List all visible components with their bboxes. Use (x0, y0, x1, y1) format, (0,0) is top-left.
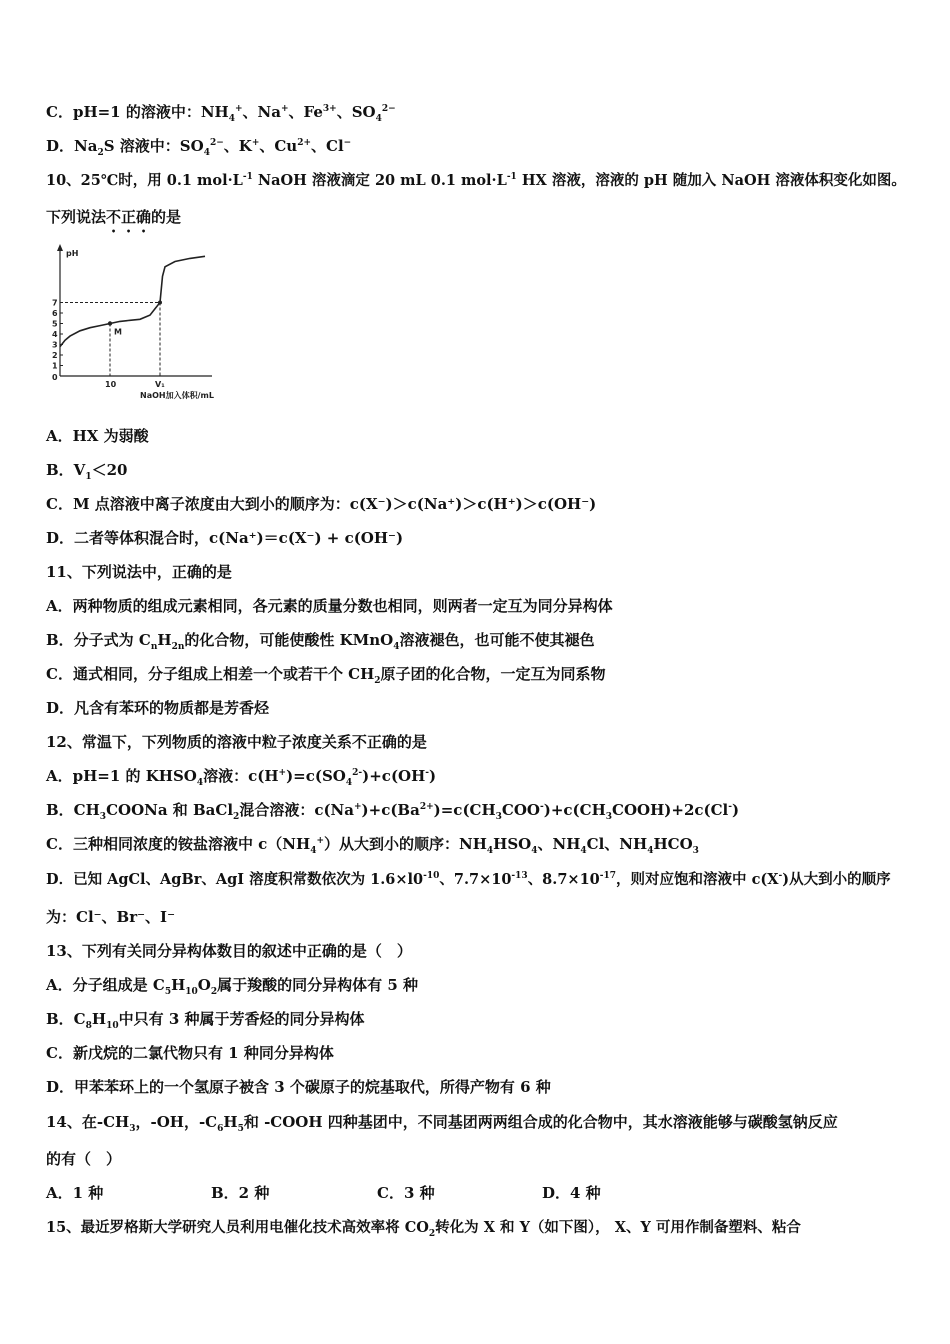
y-tick-label: 7 (52, 298, 58, 308)
q14-option-a: A．1 种 (46, 1184, 104, 1202)
q10-option-a: A．HX 为弱酸 (46, 427, 149, 445)
q12-option-d-line2: 为：Cl⁻、Br⁻、I⁻ (46, 908, 175, 926)
x-axis-label: NaOH加入体积/mL (140, 391, 214, 400)
q10-option-b: B．$V_1<20$ (46, 461, 128, 482)
q13-stem: 13、下列有关同分异构体数目的叙述中正确的是（ ） (46, 942, 412, 960)
q13-option-b: B．$C_8H_{10}$中只有 3 种属于芳香烃的同分异构体 (46, 1010, 365, 1031)
q13-option-c: C．新戊烷的二氯代物只有 1 种同分异构体 (46, 1044, 334, 1062)
q12-option-a: A．pH=1 的 $KHSO_4$溶液：$c(H^+)=c(SO_4^{2-})+c(OH^-)$ (46, 767, 437, 788)
q14-stem-line2: 的有（ ） (46, 1150, 122, 1168)
q10-stem: 10、25℃时，用 0.1 $mol\cdot L^{-1}$ NaOH 溶液滴定 20 mL 0.1 $mol\cdot L^{-1}$ HX 溶液，溶液的 pH 随加入 NaOH 溶液体积变化如图。 (46, 172, 906, 189)
x-tick-label: V₁ (155, 380, 165, 389)
y-tick-label: 5 (52, 319, 58, 329)
q11-option-c: C．通式相同，分子组成上相差一个或若干个 $CH_2$原子团的化合物，一定互为同系物 (46, 665, 606, 686)
point-m-label: M (114, 327, 122, 337)
q14-option-b: B．2 种 (211, 1184, 270, 1202)
q11-option-d: D．凡含有苯环的物质都是芳香烃 (46, 699, 270, 717)
q11-stem: 11、下列说法中，正确的是 (46, 563, 232, 581)
q10-option-d: D．二者等体积混合时，c(Na⁺)＝c(X⁻) + c(OH⁻) (46, 529, 404, 547)
y-tick-label: 2 (52, 351, 58, 360)
q12-option-b: B．$CH_3COONa$ 和 BaCl$_2$混合溶液：$c(Na^+)+c(Ba^{2+})=c(CH_3COO^-)+c(CH_3COOH)+2c(Cl^-)$ (46, 801, 740, 822)
q15-stem: 15、最近罗格斯大学研究人员利用电催化技术高效率将 $CO_2$转化为 X 和 Y（如下图）， X、Y 可用作制备塑料、粘合 (46, 1219, 801, 1239)
q14-stem: 14、在$-CH_3$，-OH，$-C_6H_5$和 -COOH 四种基团中，不同基团两两组合成的化合物中，其水溶液能够与碳酸氢钠反应 (46, 1113, 838, 1134)
q13-option-a: A．分子组成是 $C_5H_{10}O_2$属于羧酸的同分异构体有 5 种 (46, 976, 419, 997)
y-tick-label: 6 (52, 309, 58, 318)
x-tick-label: 10 (105, 380, 117, 389)
q13-option-d: D．甲苯苯环上的一个氢原子被含 3 个碳原子的烷基取代，所得产物有 6 种 (46, 1078, 551, 1096)
ph-curve (60, 256, 205, 346)
y-tick-label: 1 (52, 361, 58, 371)
q14-option-c: C．3 种 (377, 1184, 435, 1202)
q9-option-c: C．pH=1 的溶液中：$NH_4^+$、Na+、$Fe^{3+}$、$SO_4^{2-}$ (46, 103, 396, 124)
q12-stem: 12、常温下，下列物质的溶液中粒子浓度关系不正确的是 (46, 733, 427, 751)
q11-option-a: A．两种物质的组成元素相同，各元素的质量分数也相同，则两者一定互为同分异构体 (46, 597, 613, 615)
point-m (108, 321, 112, 325)
q14-option-d: D．4 种 (542, 1184, 601, 1202)
titration-curve-chart (44, 240, 244, 405)
origin-label: 0 (52, 373, 58, 382)
y-axis-arrow (57, 244, 63, 251)
q12-option-d: D．已知 AgCl、AgBr、AgI 溶度积常数依次为 $1.6\times l0^{-10}$、$7.7\times 10^{-13}$、$8.7\times 10^{-17}$，则对应饱和溶液中 c(X-)从大到小的顺序 (46, 871, 891, 888)
y-axis-label: pH (66, 249, 79, 258)
q12-option-c: C．三种相同浓度的铵盐溶液中 $c(NH_4^+)$从大到小的顺序：$NH_4HSO_4$、$NH_4Cl$、$NH_4HCO_3$ (46, 835, 699, 856)
q9-option-d: D．$Na_2S$ 溶液中：$SO_4^{2-}$、K+、$Cu^{2+}$、Cl− (46, 137, 352, 158)
q10-option-c: C．M 点溶液中离子浓度由大到小的顺序为：c(X⁻)＞c(Na⁺)＞c(H⁺)＞c(OH⁻) (46, 495, 597, 513)
q10-stem-line2: 下列说法不正确的是 (46, 208, 182, 226)
y-tick-label: 4 (52, 330, 58, 339)
q11-option-b: B．分子式为 $C_nH_{2n}$的化合物，可能使酸性 KMnO$_4$溶液褪色，也可能不使其褪色 (46, 631, 595, 652)
point-v1 (158, 301, 162, 305)
y-tick-label: 3 (52, 340, 58, 350)
